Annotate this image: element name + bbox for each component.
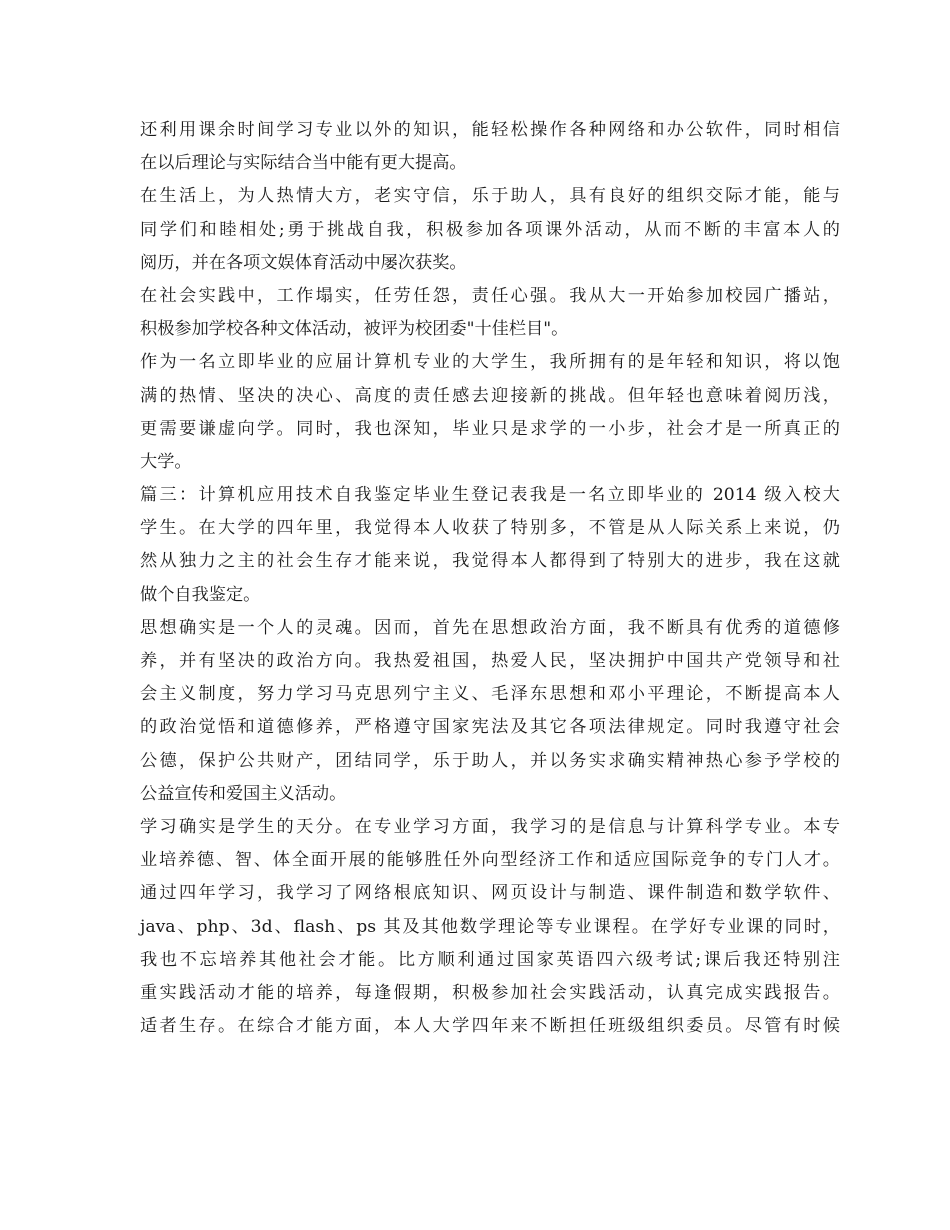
text-line: 篇三：计算机应用技术自我鉴定毕业生登记表我是一名立即毕业的 2014 级入校大 (140, 485, 840, 506)
text-line: 养，并有坚决的政治方向。我热爱祖国，热爱人民，坚决拥护中国共产党领导和社 (140, 651, 840, 671)
text-line: 满的热情、坚决的决心、高度的责任感去迎接新的挑战。但年轻也意味着阅历浅， (140, 385, 840, 406)
text-line: 阅历，并在各项文娱体育活动中屡次获奖。 (140, 252, 467, 273)
text-line: 公德，保护公共财产，团结同学，乐于助人，并以务实求确实精神热心参予学校的 (140, 750, 840, 771)
text-line: 学习确实是学生的天分。在专业学习方面，我学习的是信息与计算科学专业。本专 (140, 816, 840, 837)
text-line: 思想确实是一个人的灵魂。因而，首先在思想政治方面，我不断具有优秀的道德修 (140, 617, 840, 638)
text-line: 在生活上，为人热情大方，老实守信，乐于助人，具有良好的组织交际才能，能与 (140, 186, 840, 207)
text-line: 适者生存。在综合才能方面，本人大学四年来不断担任班级组织委员。尽管有时候 (140, 1016, 840, 1037)
document-body (140, 114, 840, 1043)
text-line: 同学们和睦相处;勇于挑战自我，积极参加各项课外活动，从而不断的丰富本人的 (140, 219, 840, 240)
text-line: 业培养德、智、体全面开展的能够胜任外向型经济工作和适应国际竞争的专门人才。 (140, 850, 840, 871)
text-line: 积极参加学校各种文体活动，被评为校团委"十佳栏目"。 (140, 319, 569, 340)
text-line: 学生。在大学的四年里，我觉得本人收获了特别多，不管是从人际关系上来说，仍 (140, 518, 840, 539)
text-line: 作为一名立即毕业的应届计算机专业的大学生，我所拥有的是年轻和知识，将以饱 (140, 352, 840, 373)
text-line: 大学。 (140, 451, 192, 472)
text-line: java、php、3d、flash、ps 其及其他数学理论等专业课程。在学好专业课的同时， (140, 916, 840, 937)
text-line: 然从独力之主的社会生存才能来说，我觉得本人都得到了特别大的进步，我在这就 (140, 551, 840, 572)
text-line: 还利用课余时间学习专业以外的知识，能轻松操作各种网络和办公软件，同时相信 (140, 120, 840, 140)
text-line: 的政治觉悟和道德修养，严格遵守国家宪法及其它各项法律规定。同时我遵守社会 (140, 717, 840, 738)
text-line: 我也不忘培养其他社会才能。比方顺利通过国家英语四六级考试;课后我还特别注 (140, 949, 840, 970)
text-line: 在以后理论与实际结合当中能有更大提高。 (140, 153, 467, 174)
text-line: 公益宣传和爱国主义活动。 (140, 783, 347, 804)
text-line: 做个自我鉴定。 (140, 584, 261, 605)
text-line: 更需要谦虚向学。同时，我也深知，毕业只是求学的一小步，社会才是一所真正的 (140, 418, 840, 439)
text-line: 重实践活动才能的培养，每逢假期，积极参加社会实践活动，认真完成实践报告。 (140, 982, 840, 1003)
text-line: 会主义制度，努力学习马克思列宁主义、毛泽东思想和邓小平理论，不断提高本人 (140, 684, 840, 705)
text-line: 在社会实践中，工作塌实，任劳任怨，责任心强。我从大一开始参加校园广播站， (140, 285, 840, 306)
text-line: 通过四年学习，我学习了网络根底知识、网页设计与制造、课件制造和数学软件、 (140, 883, 840, 904)
